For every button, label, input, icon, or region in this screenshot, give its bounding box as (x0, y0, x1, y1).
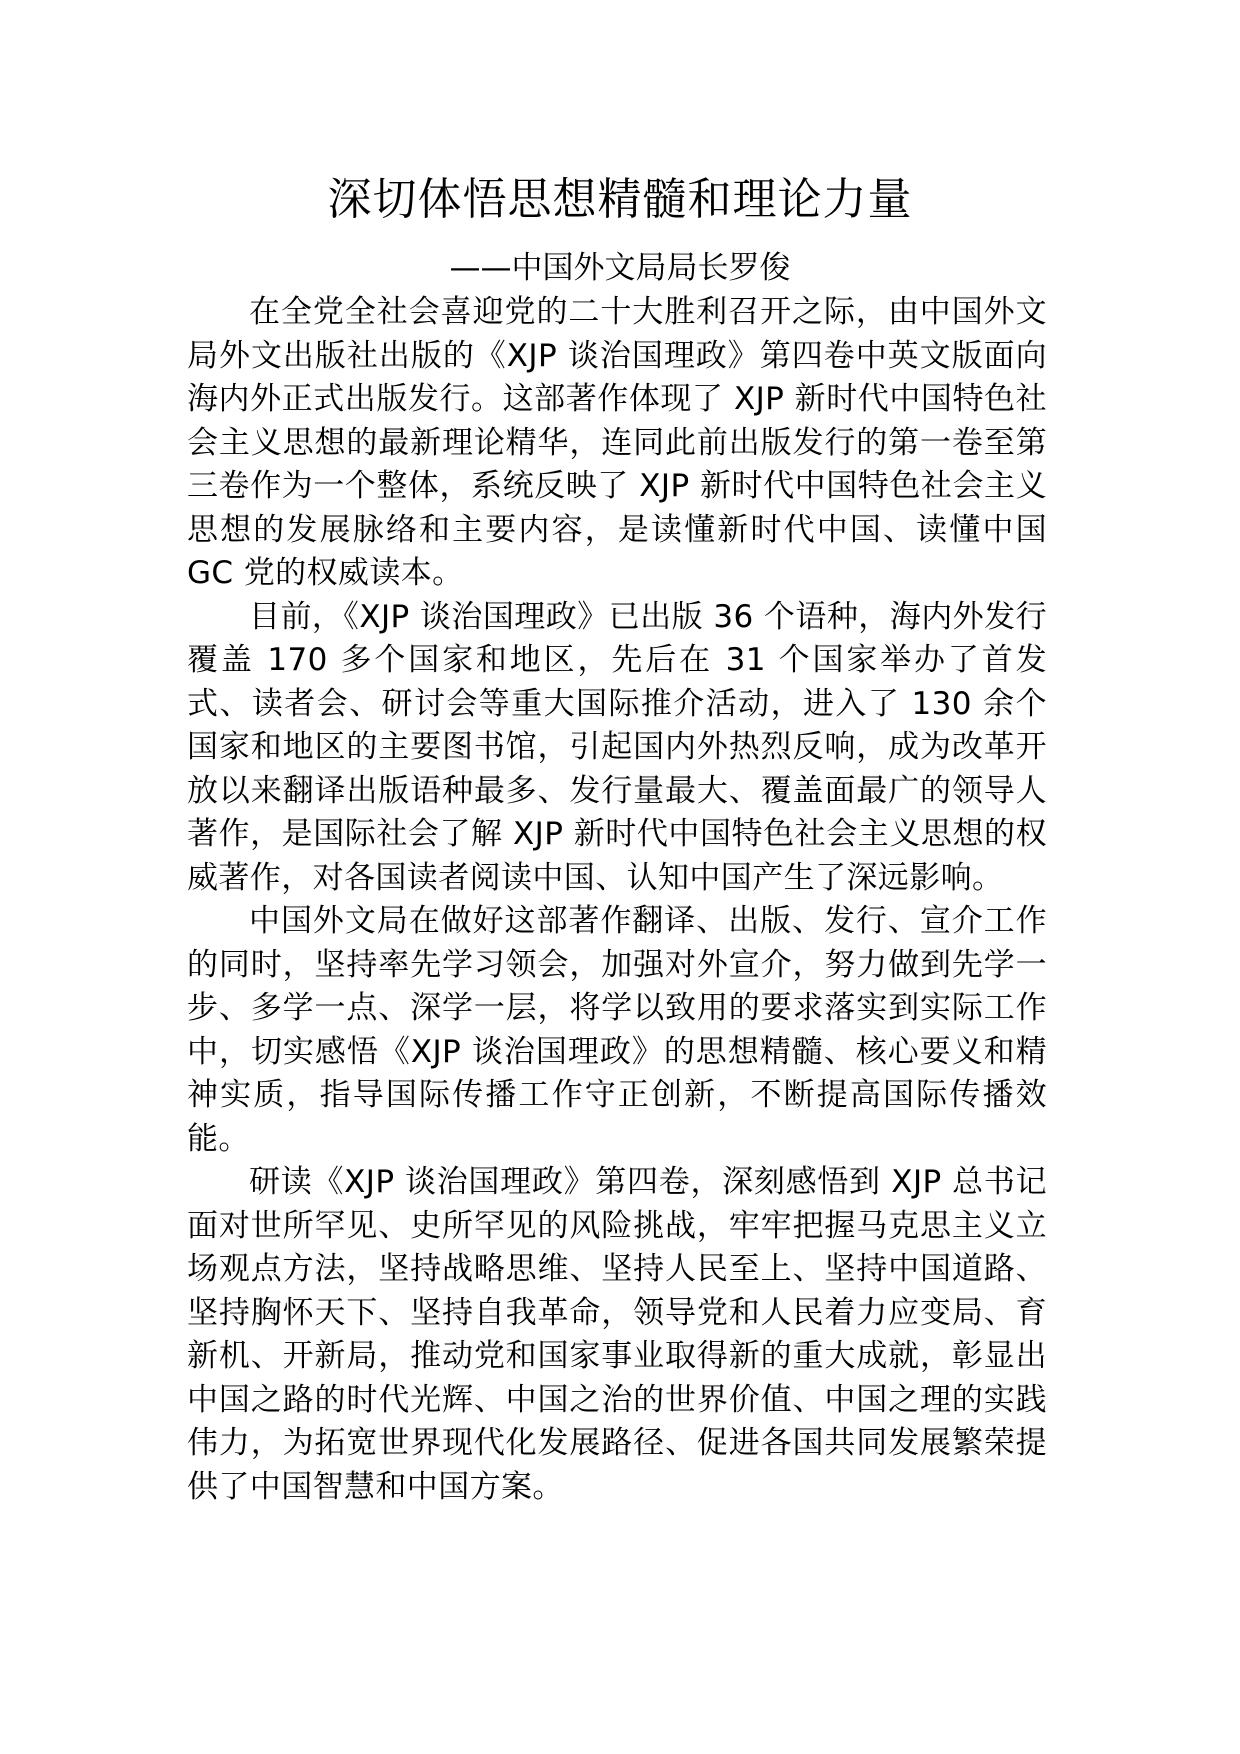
paragraph-4: 研读《XJP 谈治国理政》第四卷，深刻感悟到 XJP 总书记面对世所罕见、史所罕见的风险挑战，牢牢把握马克思主义立场观点方法，坚持战略思维、坚持人民至上、坚持中国道路、坚持胸怀天下、坚持自我革命，领导党和人民着力应变局、育新机、开新局，推动党和国家事业取得新的重大成就，彰显出中国之路的时代光辉、中国之治的世界价值、中国之理的实践伟力，为拓宽世界现代化发展路径、促进各国共同发展繁荣提供了中国智慧和中国方案。 (187, 1164, 1047, 1505)
document-body (187, 291, 1047, 1509)
paragraph-3: 中国外文局在做好这部著作翻译、出版、发行、宣介工作的同时，坚持率先学习领会，加强对外宣介，努力做到先学一步、多学一点、深学一层，将学以致用的要求落实到实际工作中，切实感悟《XJP 谈治国理政》的思想精髓、核心要义和精神实质，指导国际传播工作守正创新，不断提高国际传播效能。 (187, 903, 1047, 1157)
document-title: 深切体悟思想精髓和理论力量 (327, 174, 913, 225)
paragraph-1: 在全党全社会喜迎党的二十大胜利召开之际，由中国外文局外文出版社出版的《XJP 谈治国理政》第四卷中英文版面向海内外正式出版发行。这部著作体现了 XJP 新时代中国特色社会主义思想的最新理论精华，连同此前出版发行的第一卷至第三卷作为一个整体，系统反映了 XJP 新时代中国特色社会主义思想的发展脉络和主要内容，是读懂新时代中国、读懂中国 GC 党的权威读本。 (187, 294, 1047, 591)
paragraph-2: 目前，《XJP 谈治国理政》已出版 36 个语种，海内外发行覆盖 170 多个国家和地区，先后在 31 个国家举办了首发式、读者会、研讨会等重大国际推介活动，进入了 130 余个国家和地区的主要图书馆，引起国内外热烈反响，成为改革开放以来翻译出版语种最多、发行量最大、覆盖面最广的领导人著作，是国际社会了解 XJP 新时代中国特色社会主义思想的权威著作，对各国读者阅读中国、认知中国产生了深远影响。 (187, 598, 1047, 896)
document-subtitle: ——中国外文局局长罗俊 (449, 250, 791, 286)
